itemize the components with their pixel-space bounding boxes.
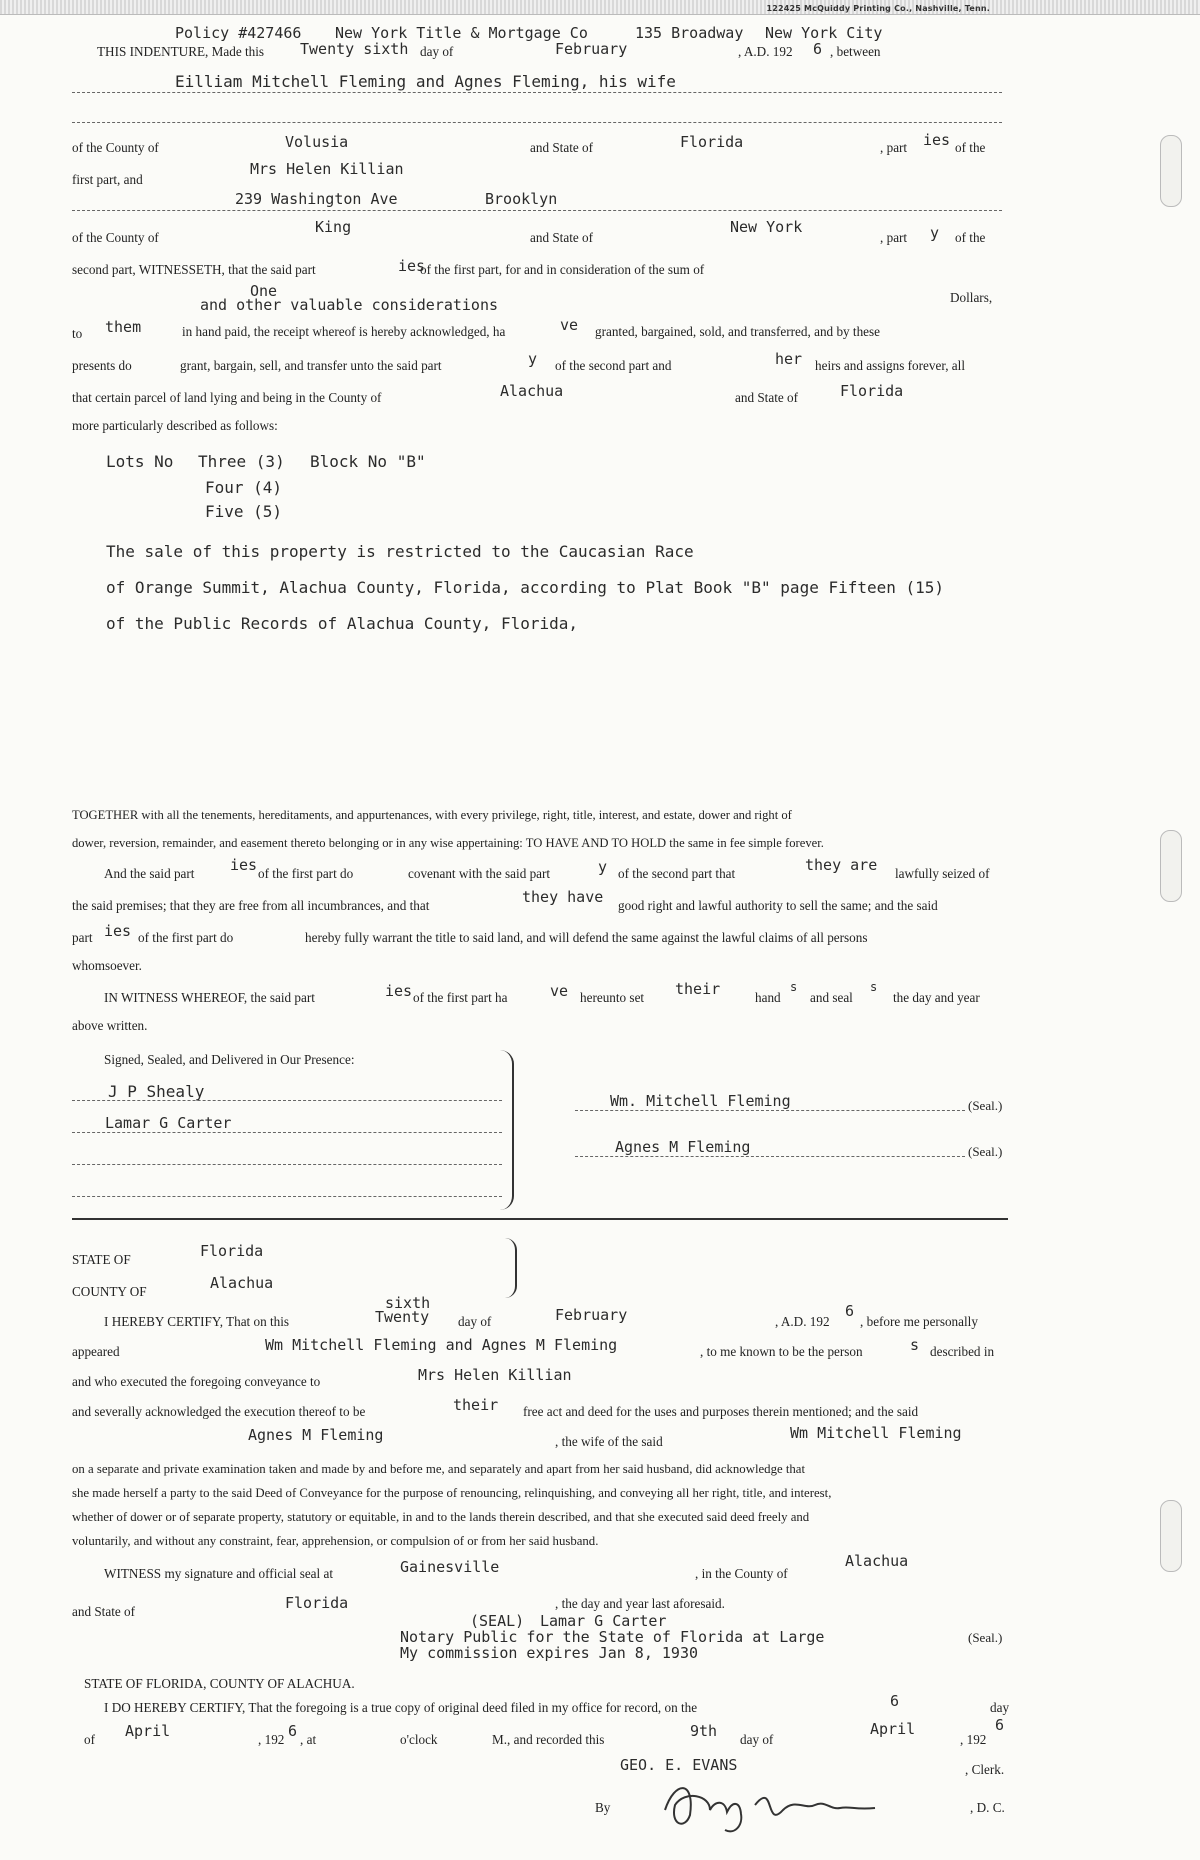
- record-year: 6: [288, 1722, 298, 1740]
- land-state-label: and State of: [735, 390, 798, 405]
- grantor-county: Volusia: [285, 133, 349, 151]
- ack-p4: voluntarily, and without any constraint, fear, apprehension, or compulsion of or from her said husband.: [72, 1534, 599, 1548]
- witnesseth: second part, WITNESSETH, that the said part: [72, 262, 316, 277]
- record-at: , at: [300, 1732, 317, 1747]
- record-day: 6: [890, 1692, 900, 1710]
- indenture-prefix: THIS INDENTURE, Made this: [97, 44, 265, 59]
- ack-appeared-names: Wm Mitchell Fleming and Agnes M Fleming: [265, 1336, 618, 1354]
- record-title: STATE OF FLORIDA, COUNTY OF ALACHUA.: [84, 1676, 355, 1691]
- part-suffix-2: y: [930, 224, 940, 242]
- grantee-city: Brooklyn: [485, 190, 558, 208]
- warrant-text: of the first part do: [138, 930, 234, 945]
- ack-p2: she made herself a party to the said Deed of Conveyance for the purpose of renouncing, relinquishing, and conveying all her right, title, and interest,: [72, 1486, 832, 1500]
- record-rec-month: April: [870, 1720, 916, 1738]
- grantee-county: King: [315, 218, 352, 236]
- indenture-ad: , A.D. 192: [738, 44, 793, 59]
- part-suffix: ies: [923, 131, 951, 149]
- first-part-and: first part, and: [72, 172, 143, 187]
- ack-certify: I HEREBY CERTIFY, That on this: [104, 1314, 290, 1329]
- witness-2: Lamar G Carter: [105, 1114, 232, 1132]
- ack-wife-of: , the wife of the said: [555, 1434, 663, 1449]
- and-said-part: And the said part: [104, 866, 195, 881]
- ack-free-act: free act and deed for the uses and purposes therein mentioned; and the said: [523, 1404, 919, 1419]
- dollars: Dollars,: [950, 290, 993, 305]
- dower-line: dower, reversion, remainder, and easement thereto belonging or in any wise appertaining: TO HAVE AND TO HOLD the same in fee simple forever.: [72, 836, 824, 850]
- her: her: [775, 350, 803, 368]
- ack-month: February: [555, 1306, 628, 1324]
- county-label: of the County of: [72, 140, 159, 155]
- covenant-y: y: [598, 858, 608, 876]
- ack-husband: Wm Mitchell Fleming: [790, 1424, 962, 1442]
- record-rec-year-prefix: , 192: [960, 1732, 987, 1747]
- punch-hole: [1160, 1500, 1182, 1572]
- ack-county: Alachua: [210, 1274, 274, 1292]
- restriction-line-3: of the Public Records of Alachua County, Florida,: [106, 614, 579, 633]
- land-county: Alachua: [500, 382, 564, 400]
- ack-in-county: , in the County of: [695, 1566, 788, 1581]
- warrant-ies: ies: [104, 922, 132, 940]
- record-of: of: [84, 1732, 95, 1747]
- ha-suffix: ve: [560, 316, 579, 334]
- ack-grantee: Mrs Helen Killian: [418, 1366, 572, 1384]
- ack-severally: and severally acknowledged the execution thereof to be: [72, 1404, 366, 1419]
- grantee-state: New York: [730, 218, 803, 236]
- they-have: they have: [522, 888, 604, 906]
- ack-brace: [505, 1238, 517, 1298]
- punch-hole: [1160, 135, 1182, 207]
- day-year: the day and year: [893, 990, 980, 1005]
- second-part-that: of the second part that: [618, 866, 736, 881]
- top-border: [0, 0, 1200, 15]
- ack-state-label: STATE OF: [72, 1252, 131, 1267]
- ack-before: , before me personally: [860, 1314, 978, 1329]
- witness-line-1: [72, 1100, 502, 1101]
- record-month: April: [125, 1722, 171, 1740]
- ack-known: , to me known to be the person: [700, 1344, 863, 1359]
- ack-witness-sig: WITNESS my signature and official seal at: [104, 1566, 334, 1581]
- record-day-label: day: [990, 1700, 1010, 1715]
- lot-1: Three (3): [198, 452, 285, 471]
- lawfully-seized: lawfully seized of: [895, 866, 990, 881]
- state-label-2: and State of: [530, 230, 593, 245]
- punch-hole: [1160, 830, 1182, 902]
- first-part-ha: of the first part ha: [413, 990, 508, 1005]
- seal-2: (Seal.): [968, 1144, 1003, 1159]
- grantor-state: Florida: [680, 133, 744, 151]
- witnesseth-suffix: ies: [398, 257, 426, 275]
- signature-brace: [500, 1050, 514, 1210]
- ack-seal: (Seal.): [968, 1630, 1003, 1645]
- indenture-year: 6: [813, 40, 823, 58]
- block-number: Block No "B": [310, 452, 426, 471]
- signer-line-2: [575, 1156, 965, 1157]
- ack-seal-stamp: (SEAL): [470, 1612, 525, 1630]
- seal-1: (Seal.): [968, 1098, 1003, 1113]
- signer-1: Wm. Mitchell Fleming: [610, 1092, 791, 1110]
- clerk-name: GEO. E. EVANS: [620, 1756, 738, 1774]
- to-label: to: [72, 326, 83, 341]
- parcel-text: that certain parcel of land lying and being in the County of: [72, 390, 382, 405]
- deputy-signature-scrawl: [655, 1770, 895, 1840]
- part-label-2: , part: [880, 230, 908, 245]
- second-part-and: of the second part and: [555, 358, 672, 373]
- deputy-signature: [655, 1770, 895, 1849]
- together-line: TOGETHER with all the tenements, hereditaments, and appurtenances, with every privilege, right, title, interest, and estate, dower and right of: [72, 808, 792, 822]
- indenture-month: February: [555, 40, 628, 58]
- witness-line-2: [72, 1132, 502, 1133]
- ack-described: described in: [930, 1344, 995, 1359]
- ack-wife: Agnes M Fleming: [248, 1426, 384, 1444]
- grantors-line: [72, 92, 1002, 93]
- consideration-text: of the first part, for and in consideration of the sum of: [420, 262, 705, 277]
- above-written: above written.: [72, 1018, 148, 1033]
- lots-label: Lots No: [106, 452, 174, 471]
- record-by: By: [595, 1800, 611, 1815]
- ack-notary-name: Lamar G Carter: [540, 1612, 667, 1630]
- record-rec-day: 9th: [690, 1722, 718, 1740]
- heirs-text: heirs and assigns forever, all: [815, 358, 965, 373]
- ack-ad: , A.D. 192: [775, 1314, 830, 1329]
- whomsoever: whomsoever.: [72, 958, 142, 973]
- ack-p1: on a separate and private examination taken and made by and before me, and separately and apart from her said husband, did acknowledge that: [72, 1462, 806, 1476]
- ack-p3: whether of dower or of separate property, statutory or equitable, in and to the lands therein described, and that she executed said deed freely and: [72, 1510, 810, 1524]
- dc-label: , D. C.: [970, 1800, 1005, 1815]
- indenture-day: Twenty sixth: [300, 40, 409, 58]
- company-address: 135 Broadway: [635, 24, 744, 42]
- ack-state-2: Florida: [285, 1594, 349, 1612]
- in-witness: IN WITNESS WHEREOF, the said part: [104, 990, 315, 1005]
- ack-place: Gainesville: [400, 1558, 500, 1576]
- record-m-recorded: M., and recorded this: [492, 1732, 605, 1747]
- printer-imprint: 122425 McQuiddy Printing Co., Nashville, Tenn.: [766, 4, 990, 13]
- part-label-3: part: [72, 930, 93, 945]
- ack-and-state: and State of: [72, 1604, 135, 1619]
- grant-text: grant, bargain, sell, and transfer unto the said part: [180, 358, 442, 373]
- they-are: they are: [805, 856, 878, 874]
- clerk-label: , Clerk.: [965, 1762, 1005, 1777]
- ack-commission: My commission expires Jan 8, 1930: [400, 1644, 699, 1662]
- presence-label: Signed, Sealed, and Delivered in Our Presence:: [104, 1052, 355, 1067]
- of-the-2: of the: [955, 230, 986, 245]
- blank-line: [72, 122, 1002, 123]
- indenture-day-of: day of: [420, 44, 454, 59]
- restriction-line-1: The sale of this property is restricted to the Caucasian Race: [106, 542, 694, 561]
- lot-3: Five (5): [205, 502, 283, 521]
- good-right: good right and lawful authority to sell the same; and the said: [618, 898, 938, 913]
- record-oclock: o'clock: [400, 1732, 438, 1747]
- ack-notary-line: Notary Public for the State of Florida at Large: [400, 1628, 825, 1646]
- hand: hand: [755, 990, 781, 1005]
- company-city: New York City: [765, 24, 883, 42]
- policy-number: Policy #427466: [175, 24, 302, 42]
- seal-s: s: [870, 980, 878, 994]
- granted-text: granted, bargained, sold, and transferred, and by these: [595, 324, 881, 339]
- to-whom: them: [105, 318, 142, 336]
- ack-county-2: Alachua: [845, 1552, 909, 1570]
- ack-day: Twenty: [375, 1308, 430, 1326]
- land-state: Florida: [840, 382, 904, 400]
- grant-part-suffix: y: [528, 350, 538, 368]
- ack-day-of: day of: [458, 1314, 492, 1329]
- grantee-street: 239 Washington Ave: [235, 190, 398, 208]
- ack-county-label: COUNTY OF: [72, 1284, 147, 1299]
- warrant-text-2: hereby fully warrant the title to said land, and will defend the same against the lawful claims of all persons: [305, 930, 868, 945]
- ack-appeared: appeared: [72, 1344, 120, 1359]
- signer-2: Agnes M Fleming: [615, 1138, 751, 1156]
- address-line: [72, 210, 1002, 211]
- ack-executed: and who executed the foregoing conveyance to: [72, 1374, 321, 1389]
- hand-s: s: [790, 980, 798, 994]
- hereunto-set: hereunto set: [580, 990, 645, 1005]
- title-company: New York Title & Mortgage Co: [335, 24, 588, 42]
- ack-s: s: [910, 1336, 920, 1354]
- and-seal: and seal: [810, 990, 853, 1005]
- consideration-other: and other valuable considerations: [200, 296, 499, 314]
- their: their: [675, 980, 721, 998]
- presents: presents do: [72, 358, 132, 373]
- grantee-name: Mrs Helen Killian: [250, 160, 404, 178]
- county-label-2: of the County of: [72, 230, 159, 245]
- indenture-between: , between: [830, 44, 881, 59]
- covenant-ies: ies: [230, 856, 258, 874]
- ack-last-aforesaid: , the day and year last aforesaid.: [555, 1596, 725, 1611]
- of-the: of the: [955, 140, 986, 155]
- hand-paid: in hand paid, the receipt whereof is hereby acknowledged, ha: [182, 324, 506, 339]
- lot-2: Four (4): [205, 478, 283, 497]
- grantors: Eilliam Mitchell Fleming and Agnes Fleming, his wife: [175, 72, 676, 91]
- witness-line-4: [72, 1196, 502, 1197]
- state-label: and State of: [530, 140, 593, 155]
- in-witness-ies: ies: [385, 982, 413, 1000]
- witness-1: J P Shealy: [108, 1082, 205, 1101]
- premises-text: the said premises; that they are free from all incumbrances, and that: [72, 898, 430, 913]
- covenant-text: of the first part do: [258, 866, 354, 881]
- ack-their: their: [453, 1396, 499, 1414]
- divider-rule: [72, 1218, 1008, 1220]
- described: more particularly described as follows:: [72, 418, 278, 433]
- witness-line-3: [72, 1164, 502, 1165]
- record-day-of: day of: [740, 1732, 774, 1747]
- signer-line-1: [575, 1110, 965, 1111]
- ack-day-2: sixth: [385, 1294, 431, 1312]
- record-ad: , 192: [258, 1732, 285, 1747]
- consideration-sum: One: [250, 282, 278, 300]
- ack-state: Florida: [200, 1242, 264, 1260]
- ack-year: 6: [845, 1302, 855, 1320]
- part-label: , part: [880, 140, 908, 155]
- record-certify: I DO HEREBY CERTIFY, That the foregoing is a true copy of original deed filed in my office for record, on the: [104, 1700, 698, 1715]
- restriction-line-2: of Orange Summit, Alachua County, Florida, according to Plat Book "B" page Fifteen (15): [106, 578, 945, 597]
- ha-ve: ve: [550, 982, 569, 1000]
- record-rec-year: 6: [995, 1716, 1005, 1734]
- covenant-text-2: covenant with the said part: [408, 866, 551, 881]
